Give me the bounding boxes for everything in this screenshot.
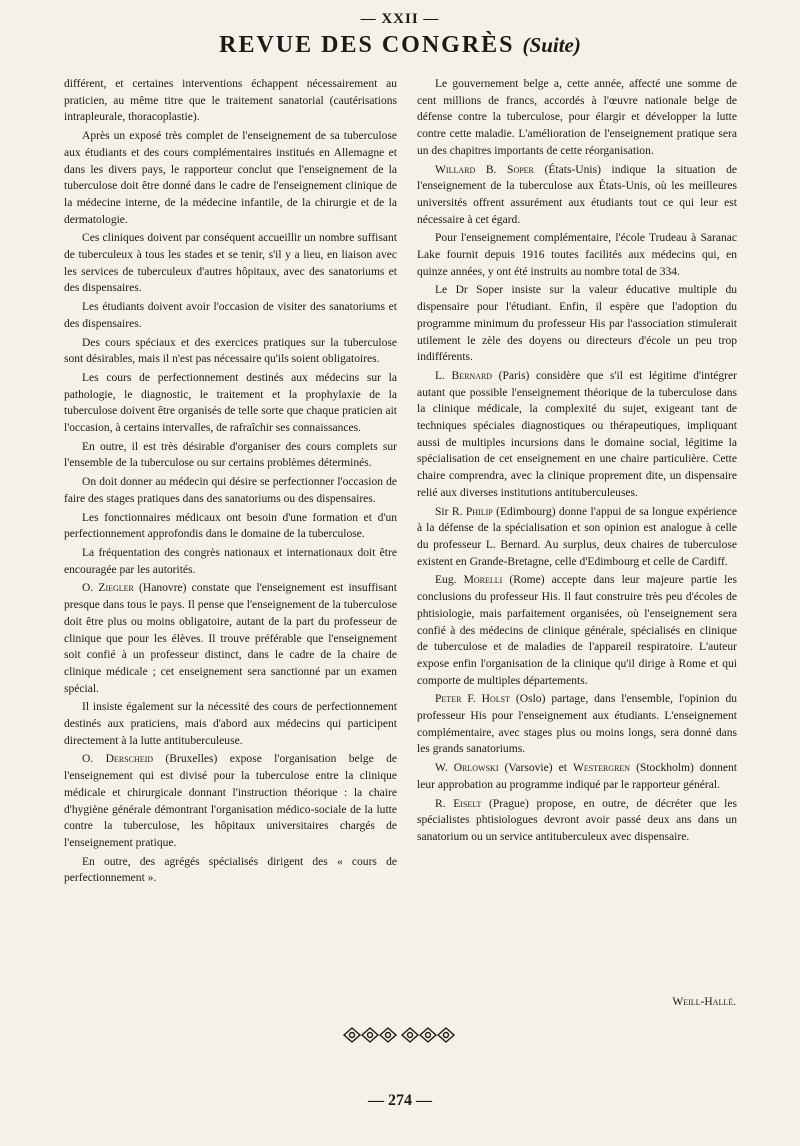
author-name: Willard B. Soper <box>435 163 534 176</box>
page-title <box>0 32 800 59</box>
paragraph <box>417 760 737 793</box>
paragraph <box>417 691 737 758</box>
paragraph: En outre, il est très désirable d'organiser des cours complets sur l'ensemble de la tuberculose ou sur certains problèmes déterminés. <box>64 440 397 470</box>
paragraph: Des cours spéciaux et des exercices pratiques sur la tuberculose sont désirables, mais il n'est pas nécessaire qu'ils soient obligatoires. <box>64 336 397 366</box>
author-name: Westergren <box>572 762 631 775</box>
paragraph <box>417 572 737 689</box>
paragraph: Le gouvernement belge a, cette année, affecté une somme de cent millions de francs, accordés à l'œuvre nationale belge de défense contre la tuberculose, pour élargir et développer la lutte contre cette maladie. L'amélioration de l'enseignement pratique sera un des chapitres importants de cette réorganisation. <box>417 78 737 157</box>
paragraph <box>417 504 737 571</box>
paragraph-text: (Hanovre) constate que l'enseignement est insuffisant presque dans tous le pays. Il pense que l'enseignement de la tuberculose doit être plus ou moins obligatoire, autant de la part du professeur de clinique que pour les élèves. Il trouve préférable que l'enseignement soit confié à un professeur distinct, dans le cadre de la chaire de clinique médicale ; cet enseignement sera sanctionné par un examen spécial. <box>64 582 397 695</box>
title-text: REVUE DES CONGRÈS <box>219 32 515 58</box>
paragraph-text: (Prague) propose, en outre, de décréter que les spécialistes phtisiologues devront avoir passé deux ans dans un sanatorium ou un service antituberculeux avec dispensaire. <box>417 797 737 843</box>
paragraph: En outre, des agrégés spécialisés dirigent des « cours de perfectionnement ». <box>64 855 397 885</box>
paragraph-text: (Edimbourg) donne l'appui de sa longue expérience à la défense de la spécialisation et son opinion est analogue à celle du professeur L. Bernard. Au surplus, deux chaires de tuberculose existent en Grande-Bretagne, celle d'Edimbourg et celle de Cardiff. <box>417 505 737 568</box>
author-name: Morelli <box>463 574 503 587</box>
right-column <box>417 76 737 848</box>
author-name: O. Derscheid <box>82 753 154 766</box>
title-suite: (Suite) <box>522 33 581 57</box>
paragraph <box>417 796 737 846</box>
paragraph: Il insiste également sur la nécessité des cours de perfectionnement destinés aux praticiens, mais d'abord aux médecins qui participent directement à la lutte antituberculeuse. <box>64 701 397 747</box>
paragraph: Les étudiants doivent avoir l'occasion de visiter des sanatoriums et des dispensaires. <box>64 301 397 330</box>
author-name: W. Orlowski <box>435 762 499 775</box>
paragraph-text: (Oslo) partage, dans l'ensemble, l'opinion du professeur His pour l'enseignement aux étudiants. L'enseignement complémentaire, avec stages plus ou moins longs, sera donné dans les grands sanatoriums. <box>417 693 737 756</box>
paragraph-text: (Bruxelles) expose l'organisation belge de l'enseignement qui est divisé pour la tuberculose entre la clinique médicale et chirurgicale donnant l'instruction théorique : la chaire d'hygiène générale démontrant l'organisation médico-sociale de la lutte contre la tuberculose, les hôpitaux universitaires chargés de l'enseignement pratique. <box>64 753 397 849</box>
author-name: L. Bernard <box>435 369 493 382</box>
paragraph-text: (États-Unis) indique la situation de l'enseignement de la tuberculose aux États-Unis, où les meilleures universités offrent assurément aux étudiants tout ce qui leur est nécessaire à cet égard. <box>417 163 737 226</box>
paragraph: différent, et certaines interventions échappent nécessairement au praticien, au même titre que le traitement sanatorial (cautérisations intrapleurale, thoracoplastie). <box>64 78 397 124</box>
paragraph <box>417 162 737 229</box>
ornament-icon <box>342 1023 456 1047</box>
author-name: R. Eiselt <box>435 797 482 810</box>
author-name: R. Philip <box>451 505 493 518</box>
paragraph-text: (Paris) considère que s'il est légitime d'intégrer autant que possible l'enseignement théorique de la tuberculose dans la clinique médicale, la complexité du sujet, exigeant tant de techniques spéciales diagnostiques ou thérapeutiques, impliquant aussi de multiples incursions dans le domaine social, légitime la spécialisation de cet enseignement en une chaire particulière. Cette chaire comprendra, avec la clinique proprement dite, un dispensaire relié aux diverses institutions antituberculeuses. <box>417 369 737 499</box>
left-column <box>64 76 397 889</box>
signature: Weill-Hallé. <box>672 996 736 1008</box>
paragraph <box>417 368 737 502</box>
paragraph: On doit donner au médecin qui désire se perfectionner l'occasion de faire des stages pratiques dans des sanatoriums ou des dispensaires. <box>64 476 397 505</box>
paragraph-text: (Rome) accepte dans leur majeure partie les conclusions du professeur His. Il faut construire très peu d'écoles de phtisiologie, mais parfaitement organisées, où l'enseignement sera confié à des médecins de clinique générale, spécialisés en clinique de tuberculose et de maladies de l'appareil respiratoire. L'auteur expose enfin l'organisation de la clinique qu'il dirige à Rome et qui comporte de multiples départements. <box>417 574 738 687</box>
paragraph <box>64 580 397 697</box>
paragraph: Les fonctionnaires médicaux ont besoin d'une formation et d'un perfectionnement approfondis dans le domaine de la tuberculose. <box>64 511 397 541</box>
paragraph: Ces cliniques doivent par conséquent accueillir un nombre suffisant de tuberculeux à tous les stades et se tenir, s'il y a lieu, en liaison avec les services de tuberculeux d'autres hôpitaux, avec des sanatoriums et des dispensaires. <box>64 232 397 295</box>
paragraph: Pour l'enseignement complémentaire, l'école Trudeau à Saranac Lake fournit depuis 1916 toutes facilités aux médecins qui, en quinze années, y ont été instruits au nombre total de 334. <box>417 232 737 278</box>
paragraph: Après un exposé très complet de l'enseignement de sa tuberculose aux étudiants et des cours complémentaires institués en Allemagne et dans les divers pays, le rapporteur conclut que l'enseignement de la tuberculose doit être donné dans le cadre de l'enseignement clinique de la médecine interne, de la médecine infantile, de la chirurgie et de la dermatologie. <box>64 130 397 226</box>
author-name: O. Ziegler <box>82 582 134 595</box>
paragraph-text: (Stockholm) donnent leur approbation au programme indiqué par le rapporteur général. <box>417 762 738 791</box>
paragraph <box>64 751 397 851</box>
author-prefix: Sir <box>435 505 452 518</box>
paragraph-text: (Varsovie) et <box>498 762 573 775</box>
paragraph: Les cours de perfectionnement destinés aux médecins sur la pathologie, le diagnostic, le traitement et la prophylaxie de la tuberculose doivent être organisés de telle sorte que chaque praticien ait l'occasion, à certains intervalles, de rafraîchir ses connaissances. <box>64 371 397 435</box>
page-number: — 274 — <box>368 1092 432 1109</box>
author-prefix: Eug. <box>435 574 464 587</box>
paragraph: Le Dr Soper insiste sur la valeur éducative multiple du dispensaire pour l'étudiant. Enfin, il espère que l'adoption du programme minimum du professeur His par l'association stimulerait utilement le zèle des doyens ou directeurs d'école un peu trop indifférents. <box>417 284 737 364</box>
paragraph: La fréquentation des congrès nationaux et internationaux doit être encouragée par les autorités. <box>64 546 397 576</box>
author-name: Peter F. Holst <box>435 693 510 706</box>
header-roman-numeral: — XXII — <box>360 11 440 27</box>
